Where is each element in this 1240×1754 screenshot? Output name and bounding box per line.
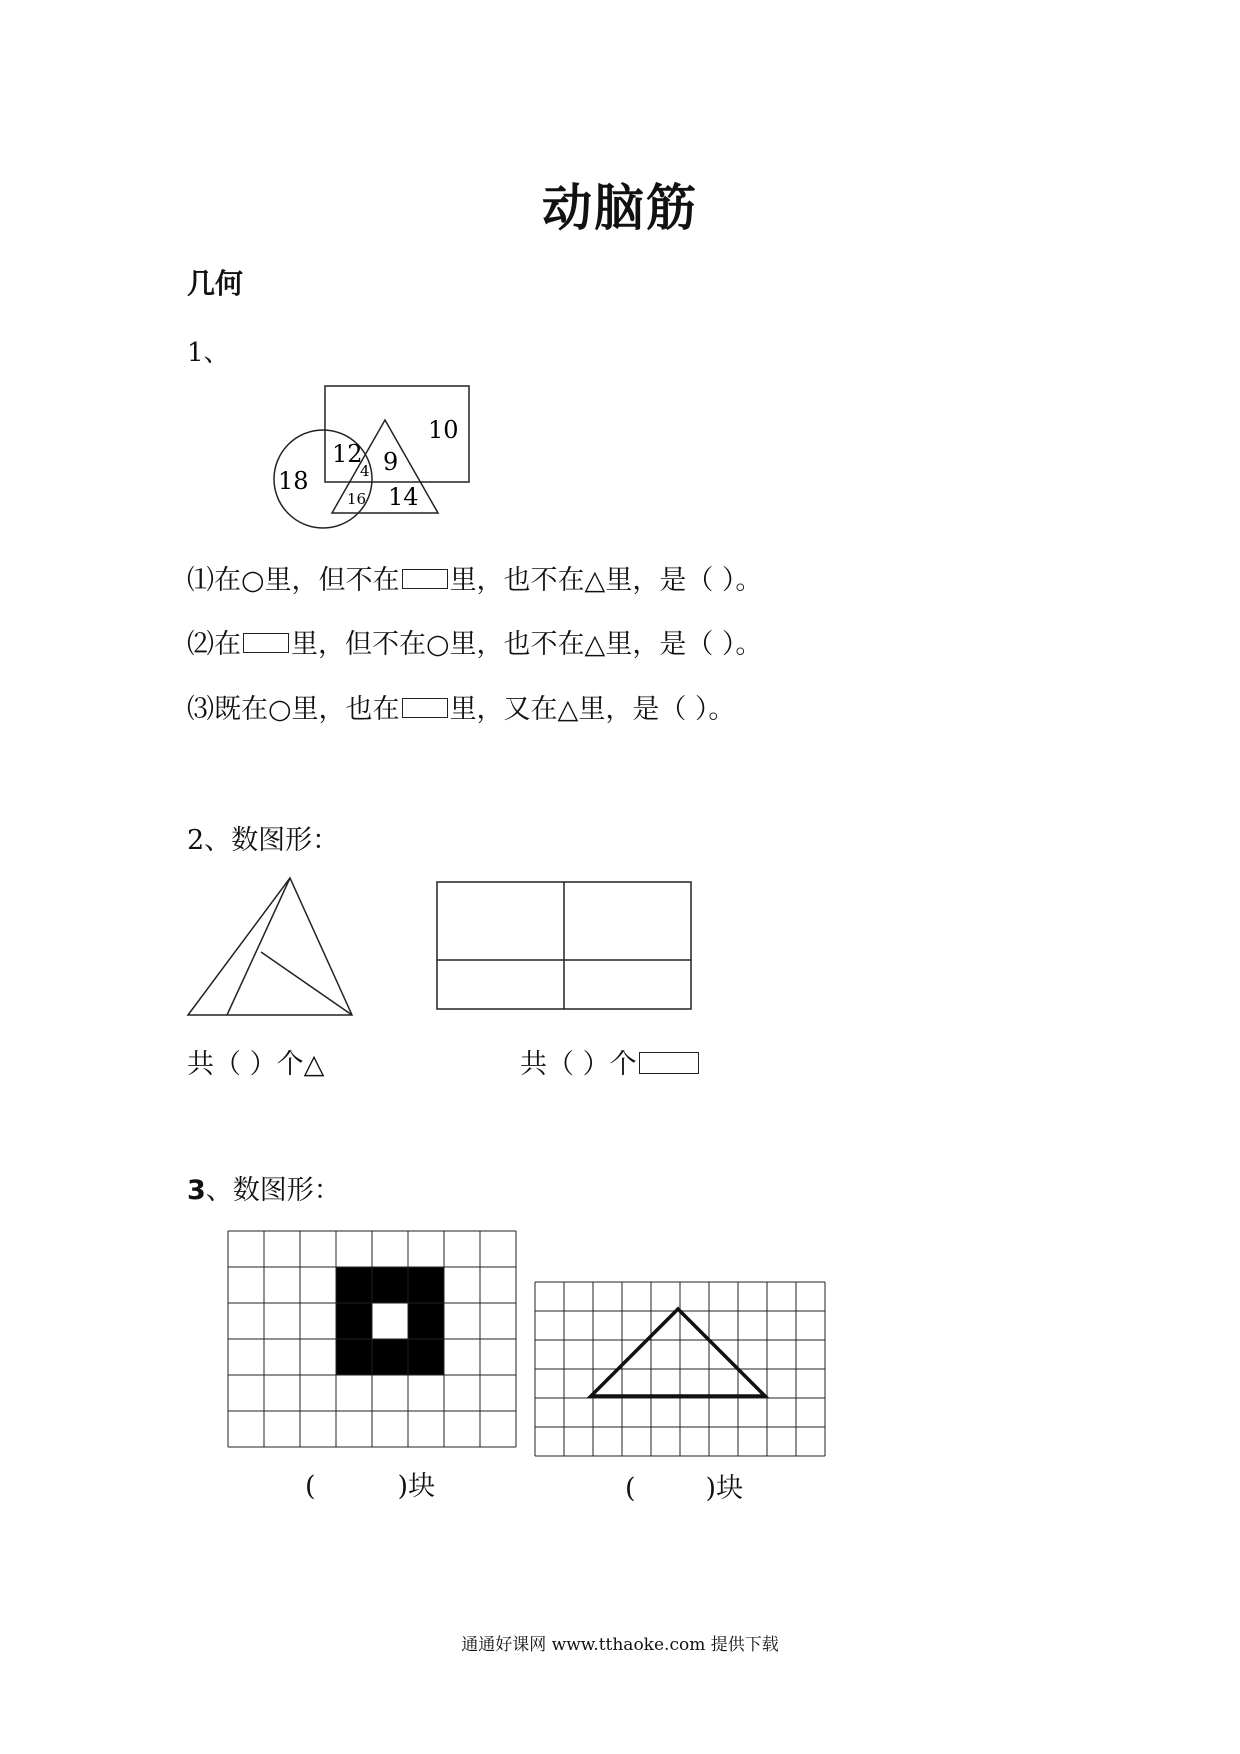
- q1-number: 1、: [187, 338, 230, 368]
- white-center-square: [372, 1303, 408, 1339]
- q3-right-caption: ( )块: [625, 1473, 744, 1504]
- q1-line-3: ⑶既在○里，也在 里，又在△里，是（ ）。: [187, 694, 736, 725]
- q2-triangle-figure: [185, 875, 365, 1020]
- venn-circle-rect: 12: [332, 440, 363, 468]
- q2-rectangle-figure: [435, 880, 695, 1015]
- rectangle-symbol: [639, 1052, 699, 1074]
- rectangle-symbol: [402, 698, 448, 718]
- footer-credit: 通通好课网 www.tthaoke.com 提供下载: [461, 1635, 779, 1655]
- venn-triangle-only: 14: [388, 483, 419, 511]
- venn-rect-only: 10: [428, 416, 459, 444]
- venn-center: 4: [360, 462, 370, 480]
- q3-right-grid: [533, 1280, 828, 1460]
- rectangle-symbol: [243, 633, 289, 653]
- grid-triangle: [591, 1309, 765, 1396]
- venn-circle-only: 18: [278, 467, 309, 495]
- q2-right-caption: 共（ ）个: [520, 1042, 701, 1081]
- q2-heading: 2、数图形：: [187, 825, 340, 856]
- venn-circle-triangle: 16: [347, 490, 367, 508]
- q1-line-2: ⑵在 里，但不在○里，也不在△里，是（ ）。: [187, 629, 763, 660]
- rectangle-symbol: [402, 569, 448, 589]
- q3-left-grid: [225, 1230, 520, 1460]
- page-title: 动脑筋: [542, 179, 698, 237]
- q1-venn-diagram: [270, 380, 490, 540]
- section-heading: 几何: [187, 267, 244, 300]
- q1-line-1: ⑴在○里，但不在 里，也不在△里，是（ ）。: [187, 565, 763, 596]
- venn-rect-triangle: 9: [383, 448, 399, 476]
- q2-left-caption: 共（ ）个△: [187, 1049, 325, 1080]
- q3-left-caption: ( )块: [305, 1471, 436, 1502]
- q3-heading: 3、数图形：: [187, 1175, 341, 1206]
